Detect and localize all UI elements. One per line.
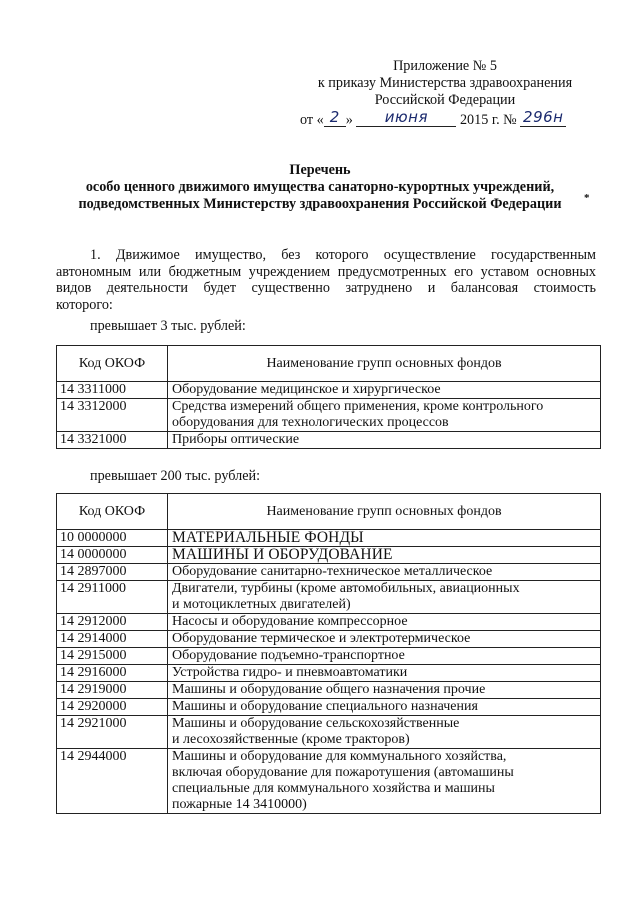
table-header-row: [57, 346, 601, 382]
okof-code: 14 2914000: [57, 631, 168, 648]
asset-group-name-line: Средства измерений общего применения, кроме контрольного: [172, 399, 544, 414]
date-month-handwritten: июня: [384, 108, 428, 126]
okof-code: 14 3311000: [57, 382, 168, 399]
asset-group-name-line: специальные для коммунального хозяйства и машины: [172, 781, 495, 796]
table-row: [57, 614, 601, 631]
order-date-line: [300, 110, 600, 129]
table-row: [57, 749, 601, 814]
asset-group-name: [168, 399, 601, 432]
asset-group-name-line: Машины и оборудование сельскохозяйственные: [172, 716, 460, 731]
asset-group-name: МАШИНЫ И ОБОРУДОВАНИЕ: [168, 547, 601, 564]
document-title: [40, 162, 600, 213]
asset-group-name: Приборы оптические: [168, 432, 601, 449]
table-row: [57, 665, 601, 682]
intro-line-3: видов деятельности будет существенно затруднено и балансовая стоимость: [56, 280, 596, 296]
asset-group-name-line: и лесохозяйственные (кроме тракторов): [172, 732, 410, 747]
intro-line-2: автономным или бюджетным учреждением предусмотренных его уставом основных: [56, 263, 596, 280]
column-header-code: Код ОКОФ: [57, 494, 168, 530]
column-header-name: Наименование групп основных фондов: [168, 494, 601, 530]
table-row: [57, 399, 601, 432]
date-year: 2015 г. №: [459, 112, 517, 128]
column-header-name: Наименование групп основных фондов: [168, 346, 601, 382]
asset-group-name-line: включая оборудование для пожаротушения (автомашины: [172, 765, 514, 780]
asset-group-name: Оборудование подъемно-транспортное: [168, 648, 601, 665]
asset-group-name: Оборудование термическое и электротермическое: [168, 631, 601, 648]
okof-code: 14 2911000: [57, 581, 168, 614]
asset-group-name: Устройства гидро- и пневмоавтоматики: [168, 665, 601, 682]
title-word: Перечень: [289, 162, 351, 178]
date-quote: »: [345, 112, 353, 128]
asset-group-name-line: оборудования для технологических процессов: [172, 415, 449, 430]
asset-group-name: МАТЕРИАЛЬНЫЕ ФОНДЫ: [168, 530, 601, 547]
intro-paragraph: [56, 247, 596, 313]
table-row: [57, 648, 601, 665]
asset-group-name-line: Машины и оборудование для коммунального хозяйства,: [172, 749, 507, 764]
okof-code: 14 2897000: [57, 564, 168, 581]
okof-code: 14 0000000: [57, 547, 168, 564]
table-row: [57, 699, 601, 716]
date-prefix: от «: [300, 112, 324, 128]
intro-line-4: которого:: [56, 296, 113, 313]
appendix-order-ref: к приказу Министерства здравоохранения: [317, 75, 573, 91]
table-row: [57, 682, 601, 699]
okof-code: 14 2912000: [57, 614, 168, 631]
table-row: [57, 530, 601, 547]
asset-group-name: [168, 749, 601, 814]
okof-code: 14 2921000: [57, 716, 168, 749]
asset-group-name: Машины и оборудование общего назначения прочие: [168, 682, 601, 699]
asset-group-name: Машины и оборудование специального назначения: [168, 699, 601, 716]
table-header-row: [57, 494, 601, 530]
okof-code: 14 3312000: [57, 399, 168, 432]
table-row: [57, 581, 601, 614]
table-row: [57, 564, 601, 581]
okof-code: 14 2919000: [57, 682, 168, 699]
column-header-code: Код ОКОФ: [57, 346, 168, 382]
asset-group-name-line: пожарные 14 3410000): [172, 797, 307, 812]
okof-table-1: [56, 345, 601, 449]
asset-group-name-line: и мотоциклетных двигателей): [172, 597, 351, 612]
date-day-handwritten: 2: [329, 108, 340, 126]
asset-group-name: [168, 581, 601, 614]
okof-code: 14 2916000: [57, 665, 168, 682]
asset-group-name: Оборудование санитарно-техническое металлическое: [168, 564, 601, 581]
section1-label: превышает 3 тыс. рублей:: [90, 318, 246, 334]
appendix-header: [300, 58, 590, 109]
intro-line-1: 1. Движимое имущество, без которого осуществление государственным: [90, 247, 596, 263]
table-row: [57, 716, 601, 749]
okof-code: 14 2915000: [57, 648, 168, 665]
okof-code: 14 2944000: [57, 749, 168, 814]
appendix-federation: Российской Федерации: [374, 92, 516, 108]
section2-label: превышает 200 тыс. рублей:: [90, 468, 261, 484]
table-row: [57, 631, 601, 648]
title-line-2: особо ценного движимого имущества санаторно-курортных учреждений,: [85, 179, 555, 195]
asset-group-name: [168, 716, 601, 749]
order-number-blank: [520, 110, 566, 127]
table-row: [57, 432, 601, 449]
appendix-number: Приложение № 5: [393, 58, 497, 74]
date-day-blank: [324, 110, 346, 127]
asset-group-name-line: Двигатели, турбины (кроме автомобильных, авиационных: [172, 581, 520, 596]
asset-group-name: Насосы и оборудование компрессорное: [168, 614, 601, 631]
okof-code: 10 0000000: [57, 530, 168, 547]
okof-code: 14 3321000: [57, 432, 168, 449]
table-row: [57, 547, 601, 564]
asset-group-name: Оборудование медицинское и хирургическое: [168, 382, 601, 399]
okof-code: 14 2920000: [57, 699, 168, 716]
footnote-mark: *: [584, 192, 590, 204]
date-month-blank: [356, 110, 456, 127]
okof-table-2: [56, 493, 601, 814]
order-number-handwritten: 296н: [523, 108, 564, 126]
table-row: [57, 382, 601, 399]
title-line-3: подведомственных Министерству здравоохранения Российской Федерации: [78, 196, 562, 212]
